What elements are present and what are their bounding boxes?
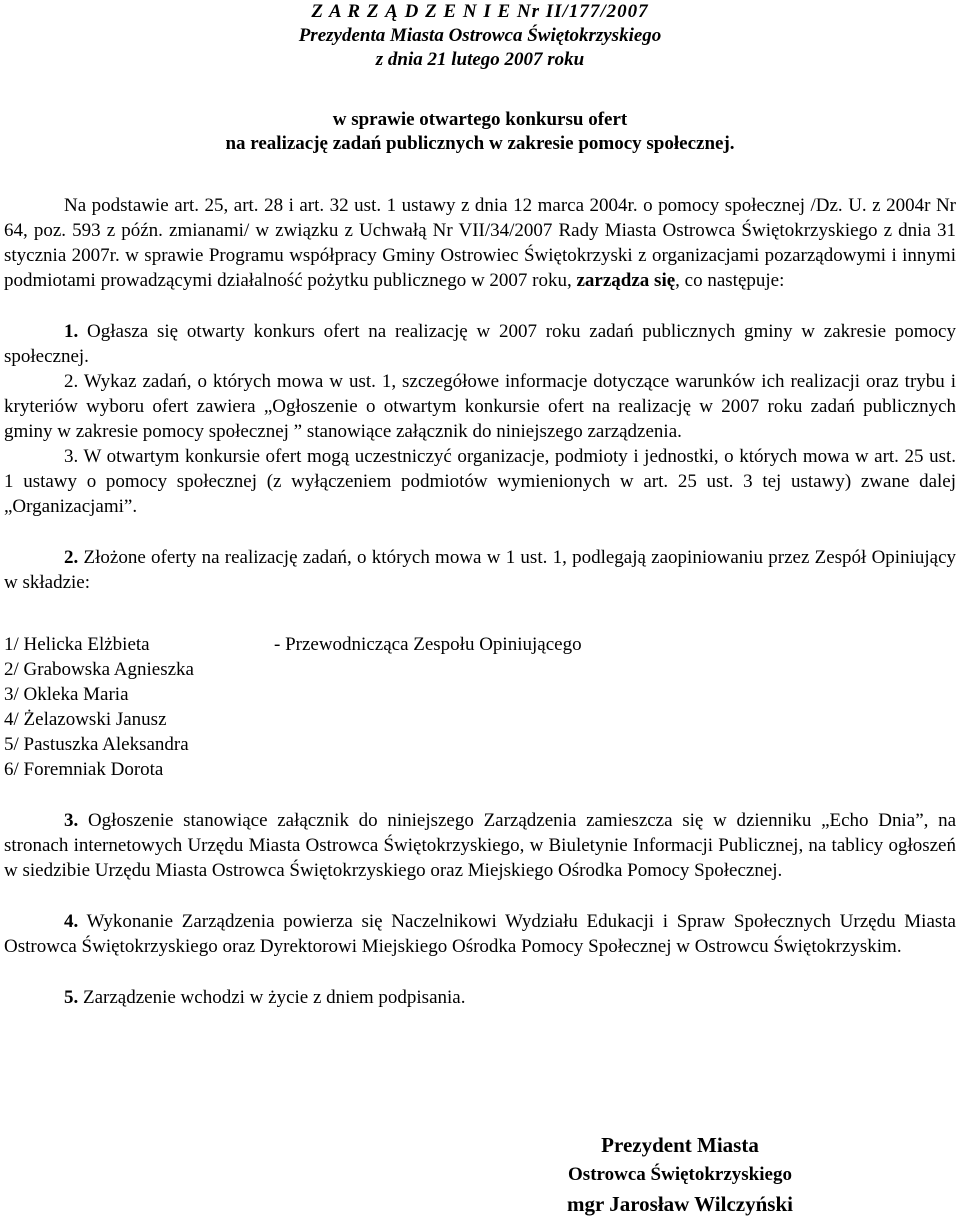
signatory-name: mgr Jarosław Wilczyński [567, 1192, 793, 1216]
signature-block [540, 1130, 820, 1219]
section-4-number: 4. [64, 911, 79, 932]
section-4-text: Wykonanie Zarządzenia powierza się Naczelnikowi Wydziału Edukacji i Spraw Społecznych Urzędu Miasta Ostrowca Świętokrzyskiego oraz Dyrektorowi Miejskiego Ośrodka Pomocy Społecznej w Ostrowcu Świętokrzyskim. [4, 911, 956, 957]
section-3 [4, 808, 956, 883]
member-role: - Przewodnicząca Zespołu Opiniującego [274, 634, 582, 655]
document-page [4, 0, 956, 1010]
member-name: 5/ Pastuszka Aleksandra [4, 734, 189, 755]
member-name: 4/ Żelazowski Janusz [4, 709, 167, 730]
member-name: 1/ Helicka Elżbieta [4, 634, 150, 655]
section-1-item-3: 3. W otwartym konkursie ofert mogą uczestniczyć organizacje, podmioty i jednostki, o których mowa w art. 25 ust. 1 ustawy o pomocy społecznej (z wyłączeniem podmiotów wymienionych w art. 25 ust. 3 tej ustawy) zwane dalej „Organizacjami”. [4, 446, 956, 517]
legal-basis-paragraph [4, 193, 956, 293]
legal-basis-end: , co następuje: [675, 270, 785, 291]
member-row [4, 757, 956, 782]
signatory-city: Ostrowca Świętokrzyskiego [568, 1164, 792, 1185]
issue-date: z dnia 21 lutego 2007 roku [375, 49, 585, 70]
section-2 [4, 545, 956, 595]
signatory-title: Prezydent Miasta [601, 1133, 759, 1157]
section-1-number: 1. [64, 321, 79, 342]
subject-line-2: na realizację zadań publicznych w zakresie pomocy społecznej. [225, 133, 735, 154]
member-row [4, 657, 956, 682]
section-3-text: Ogłoszenie stanowiące załącznik do niniejszego Zarządzenia zamieszcza się w dzienniku „Echo Dnia”, na stronach internetowych Urzędu Miasta Ostrowca Świętokrzyskiego, w Biuletynie Informacji Publicznej, na tablicy ogłoszeń w siedzibie Urzędu Miasta Ostrowca Świętokrzyskiego oraz Miejskiego Ośrodka Pomocy Społecznej. [4, 810, 957, 881]
section-5 [4, 985, 956, 1010]
member-row [4, 707, 956, 732]
section-1-item-1 [4, 319, 956, 369]
document-header [4, 0, 956, 72]
ordinance-number: Z A R Z Ą D Z E N I E Nr II/177/2007 [311, 1, 649, 22]
section-5-number: 5. [64, 987, 79, 1008]
issuer: Prezydenta Miasta Ostrowca Świętokrzyskiego [298, 25, 662, 46]
section-1-item-2: 2. Wykaz zadań, o których mowa w ust. 1, szczegółowe informacje dotyczące warunków ich realizacji oraz trybu i kryteriów wyboru ofert zawiera „Ogłoszenie o otwartym konkursie ofert na realizację w 2007 roku zadań publicznych gminy w zakresie pomocy społecznej ” stanowiące załącznik do niniejszego zarządzenia. [4, 371, 956, 442]
section-2-text: Złożone oferty na realizację zadań, o których mowa w 1 ust. 1, podlegają zaopiniowaniu przez Zespół Opiniujący w składzie: [4, 547, 956, 593]
section-5-text: Zarządzenie wchodzi w życie z dniem podpisania. [83, 987, 466, 1008]
legal-basis-emphasis: zarządza się [576, 270, 676, 291]
member-name: 2/ Grabowska Agnieszka [4, 659, 194, 680]
member-name: 3/ Okleka Maria [4, 684, 129, 705]
subject-line-1: w sprawie otwartego konkursu ofert [332, 109, 628, 130]
member-row [4, 732, 956, 757]
legal-basis-text: Na podstawie art. 25, art. 28 i art. 32 ust. 1 ustawy z dnia 12 marca 2004r. o pomocy społecznej /Dz. U. z 2004r Nr 64, poz. 593 z późn. zmianami/ w związku z Uchwałą Nr VII/34/2007 Rady Miasta Ostrowca Świętokrzyskiego z dnia 31 stycznia 2007r. w sprawie Programu współpracy Gminy Ostrowiec Świętokrzyski z organizacjami pozarządowymi i innymi podmiotami prowadzącymi działalność pożytku publicznego w 2007 roku, [4, 195, 956, 291]
section-2-number: 2. [64, 547, 79, 568]
section-3-number: 3. [64, 810, 79, 831]
section-4 [4, 909, 956, 959]
committee-members-list [4, 632, 956, 782]
member-row [4, 682, 956, 707]
member-row [4, 632, 956, 657]
document-subject [4, 108, 956, 156]
section-1 [4, 319, 956, 519]
section-1-item-1-text: Ogłasza się otwarty konkurs ofert na realizację w 2007 roku zadań publicznych gminy w zakresie pomocy społecznej. [4, 321, 956, 367]
member-name: 6/ Foremniak Dorota [4, 759, 164, 780]
